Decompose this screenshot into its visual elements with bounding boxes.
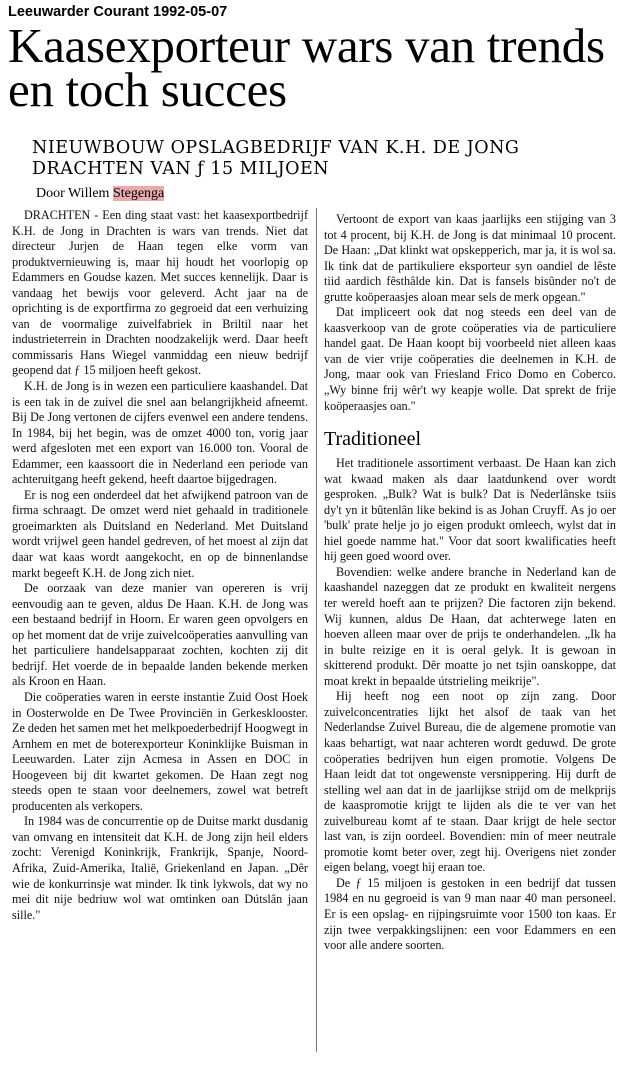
paragraph: DRACHTEN - Een ding staat vast: het kaasexportbedrijf K.H. de Jong in Drachten is wars van trends. Niet dat directeur Jurjen de Haan tegen elke vorm van produktvernieuwing is, maar hij houdt het voorlopig op Edammers en Goudse kazen. Met succes kennelijk. Daar is vandaag het bewijs voor geleverd. Acht jaar na de oprichting is de exportfirma zo gegroeid dat een verhuizing van de voormalige zuivelfabriek in Briltil naar het industrieterrein in Drachten noodzakelijk werd. Daar heeft commissaris Hans Wiegel vanmiddag een nieuw bedrijf geopend dat ƒ 15 miljoen heeft gekost. (12, 208, 308, 378)
paragraph: In 1984 was de concurrentie op de Duitse markt dusdanig van omvang en intensiteit dat K.H. de Jong zijn heil elders zocht: Verenigd Koninkrijk, Frankrijk, Spanje, Noord-Afrika, Zuid-Amerika, Italië, Griekenland en Japan. „Dêr wie de konkurrinsje wat minder. Ik tink lykwols, dat wy no mei dit nije bedriuw wol wat omtinken oan Dútslân jaan sille." (12, 814, 308, 922)
paragraph: De oorzaak van deze manier van opereren is vrij eenvoudig aan te geven, aldus De Haan. K.H. de Jong was een bestaand bedrijf in Hoorn. Er waren geen opvolgers en op het moment dat de vrije zuivelcoöperaties aanvulling van het particuliere handelsapparaat zochten, kochten zij dit bedrijf. Het voerde de in bepaalde landen bekende merken als Kroon en Haan. (12, 581, 308, 689)
byline-author-highlight: Stegenga (112, 186, 165, 201)
paragraph: Dat impliceert ook dat nog steeds een deel van de kaasverkoop van de grote coöperaties via de particuliere handel gaat. De Haan koopt bij voorbeeld niet alleen kaas van de vier vrije coöperaties die deelnemen in K.H. de Jong, maar ook van Friesland Frico Domo en Coberco. „Wy binne frij wêr't wy keapje wolle. Dat sprekt de frije koöperaasjes oan." (324, 305, 616, 413)
subheadline: NIEUWBOUW OPSLAGBEDRIJF VAN K.H. DE JONG DRACHTEN VAN ƒ 15 MILJOEN (32, 138, 520, 179)
paragraph: Het traditionele assortiment verbaast. De Haan kan zich wat kwaad maken als daar laatdunkend over wordt gesproken. „Bulk? Wat is bulk? Dat is Nederlânske tsiis dy't yn it bûtenlân like bekind is as Johan Cruyff. As jo oer 'bulk' prate helje jo jo eigen produkt omleech, wylst dat in hiel goede namme hat." Voor dat soort kwalificaties heeft hij geen goed woord over. (324, 456, 616, 564)
paragraph: Bovendien: welke andere branche in Nederland kan de kaashandel nazeggen dat ze produkt en kwaliteit nergens ter wereld hoeft aan te prijzen? Die factoren zijn bekend. Wij kunnen, aldus De Haan, dat achterwege laten en hoeven alleen maar over de prijs te onderhandelen. „Ik ha in bulte reizige en it is oeral gelyk. It is gewoan in skitterend produkt. Dêr moatte jo net tsjin oanskoppe, dat moat krekt in bepaalde útstrieling meikrije". (324, 564, 616, 688)
paragraph: K.H. de Jong is in wezen een particuliere kaashandel. Dat is een tak in de zuivel die snel aan belangrijkheid afneemt. Bij De Jong vertonen de cijfers evenwel een andere tendens. In 1984, bij het begin, was de omzet 4000 ton, vorig jaar werd afgesloten met een export van 16.000 ton. Vooral de Edammer, een kaassoort die in Nederland een periode van achteruitgang heeft gekend, heeft daartoe bijgedragen. (12, 379, 308, 487)
paragraph: Die coöperaties waren in eerste instantie Zuid Oost Hoek in Oosterwolde en De Twee Provinciën in Gerkesklooster. Ze deden het samen met het melkpoederbedrijf Hoogwegt in Arnhem en met de boterexporteur Koninklijke Buisman in Leeuwarden. Later zijn Acmesa in Assen en DOC in Hoogeveen bij dit kwartet gekomen. De Haan zegt nog steeds open te staan voor deelnemers, zowel wat betreft producenten als verkopers. (12, 689, 308, 813)
headline: Kaasexporteur wars van trends en toch succes (8, 18, 605, 117)
paragraph: Er is nog een onderdeel dat het afwijkend patroon van de firma schraagt. De omzet werd niet gehaald in traditionele groeimarkten als Duitsland en Nederland. Met Duitsland wordt vrijwel geen handel gedreven, of het moest al zijn dat daar wat kaas wordt aangekocht, en op de binnenlandse markt begeeft K.H. de Jong zich niet. (12, 487, 308, 580)
article-column-right (324, 212, 616, 954)
source-line: Leeuwarder Courant 1992-05-07 (8, 4, 228, 20)
paragraph: De ƒ 15 miljoen is gestoken in een bedrijf dat tussen 1984 en nu gegroeid is van 9 man naar 40 man personeel. Er is een opslag- en rijpingsruimte voor 1500 ton kaas. Er zijn twee verpakkingslijnen: een voor Edammers en een voor alle andere soorten. (324, 875, 616, 953)
byline-prefix: Door Willem (36, 186, 113, 201)
article-column-left (12, 208, 308, 923)
section-heading: Traditioneel (324, 428, 422, 451)
byline (36, 186, 164, 202)
paragraph: Hij heeft nog een noot op zijn zang. Door zuivelconcentraties lijkt het alsof de taak van het Nederlandse Zuivel Bureau, die de algemene promotie van kaas behartigt, wat naar achteren wordt geduwd. De grote coöperaties bedrijven hun eigen promotie. Volgens De Haan leidt dat tot ongewenste versnippering. Hij durft de stelling wel aan dat in de jaarlijkse strijd om de melkprijs de kaaspromotie krijgt te lijden als die te ver van het zuivelbureau komt af te staan. Daar krijgt de hele sector last van, is zijn oordeel. Bovendien: min of meer neutrale promotie komt beter over, zegt hij. Overigens niet zonder eigen belang, voegt hij eraan toe. (324, 689, 616, 875)
column-divider (316, 208, 317, 1052)
paragraph: Vertoont de export van kaas jaarlijks een stijging van 3 tot 4 procent, bij K.H. de Jong is dat minimaal 10 procent. De Haan: „Dat klinkt wat opskepperich, mar ja, it is wol sa. Ik tink dat de partikuliere eksporteur syn oandiel de lêste tiid aardich fêsthâlde kin. Dat is fansels bisûnder no't de grutte koöperaasjes aloan mear sels de merk opgean." (324, 212, 616, 304)
